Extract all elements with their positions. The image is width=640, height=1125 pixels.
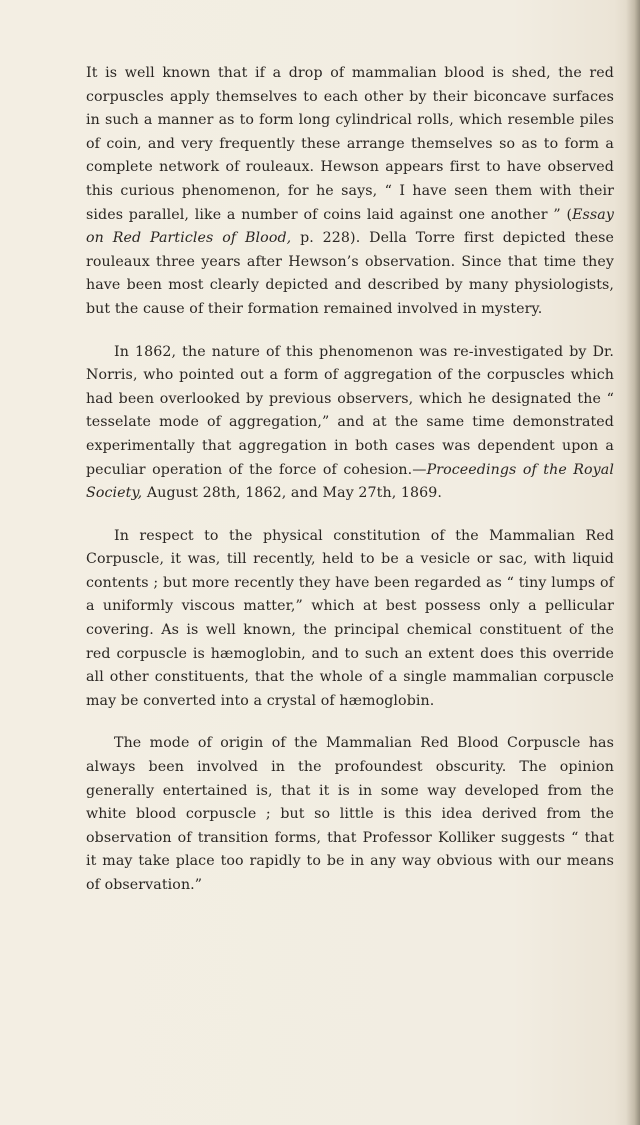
paragraph-text: It is well known that if a drop of mammalian blood is shed, the red corpuscles apply themselves to each other by their biconcave surfaces in such a manner as to form long cylindrical rolls, which resemble piles of coin, and very frequently these arrange themselves so as to form a complete network of rouleaux. Hewson appears first to have observed this curious phenomenon, for he says, “ I have seen them with their sides parallel, like a number of coins laid against one another ” ( [86, 65, 614, 223]
paragraph-text: August 28th, 1862, and May 27th, 1869. [142, 485, 443, 502]
body-text [86, 62, 614, 917]
paragraph-text: The mode of origin of the Mammalian Red Blood Corpuscle has always been involved in the profoundest obscurity. The opinion generally entertained is, that it is in some way developed from the white blood corpuscle ; but so little is this idea derived from the observation of transition forms, that Professor Kolliker suggests “ that it may take place too rapidly to be in any way obvious with our means of observation.” [86, 735, 614, 893]
page-edge-shadow [626, 0, 640, 1125]
citation-title: Proceedings of the Royal Society, [86, 461, 614, 502]
paragraph-text: In respect to the physical constitution of the Mammalian Red Corpuscle, it was, till recently, held to be a vesicle or sac, with liquid contents ; but more recently they have been regarded as “ tiny lumps of a uniformly viscous matter,” which at best possess only a pellicular covering. As is well known, the principal chemical constituent of the red corpuscle is hæmoglobin, and to such an extent does this override all other constituents, that the whole of a single mammalian corpuscle may be converted into a crystal of hæmoglobin. [86, 527, 614, 709]
paragraph-physical-constitution [86, 525, 614, 714]
paragraph-text: p. 228). Della Torre first depicted these rouleaux three years after Hewson’s observation. Since that time they have been most clearly depicted and described by many physiologists, but the cause of their formation remained involved in mystery. [86, 230, 614, 317]
citation-title: Essay on Red Particles of Blood, [86, 206, 614, 247]
paragraph-norris [86, 341, 614, 506]
paragraph-rouleaux [86, 62, 614, 322]
paragraph-origin [86, 732, 614, 897]
paragraph-text: In 1862, the nature of this phenomenon was re-investigated by Dr. Norris, who pointed out a form of aggregation of the corpuscles which had been overlooked by previous observers, which he designated the “ tesselate mode of aggregation,” and at the same time demonstrated experimentally that aggregation in both cases was dependent upon a peculiar operation of the force of cohesion.— [86, 343, 614, 478]
